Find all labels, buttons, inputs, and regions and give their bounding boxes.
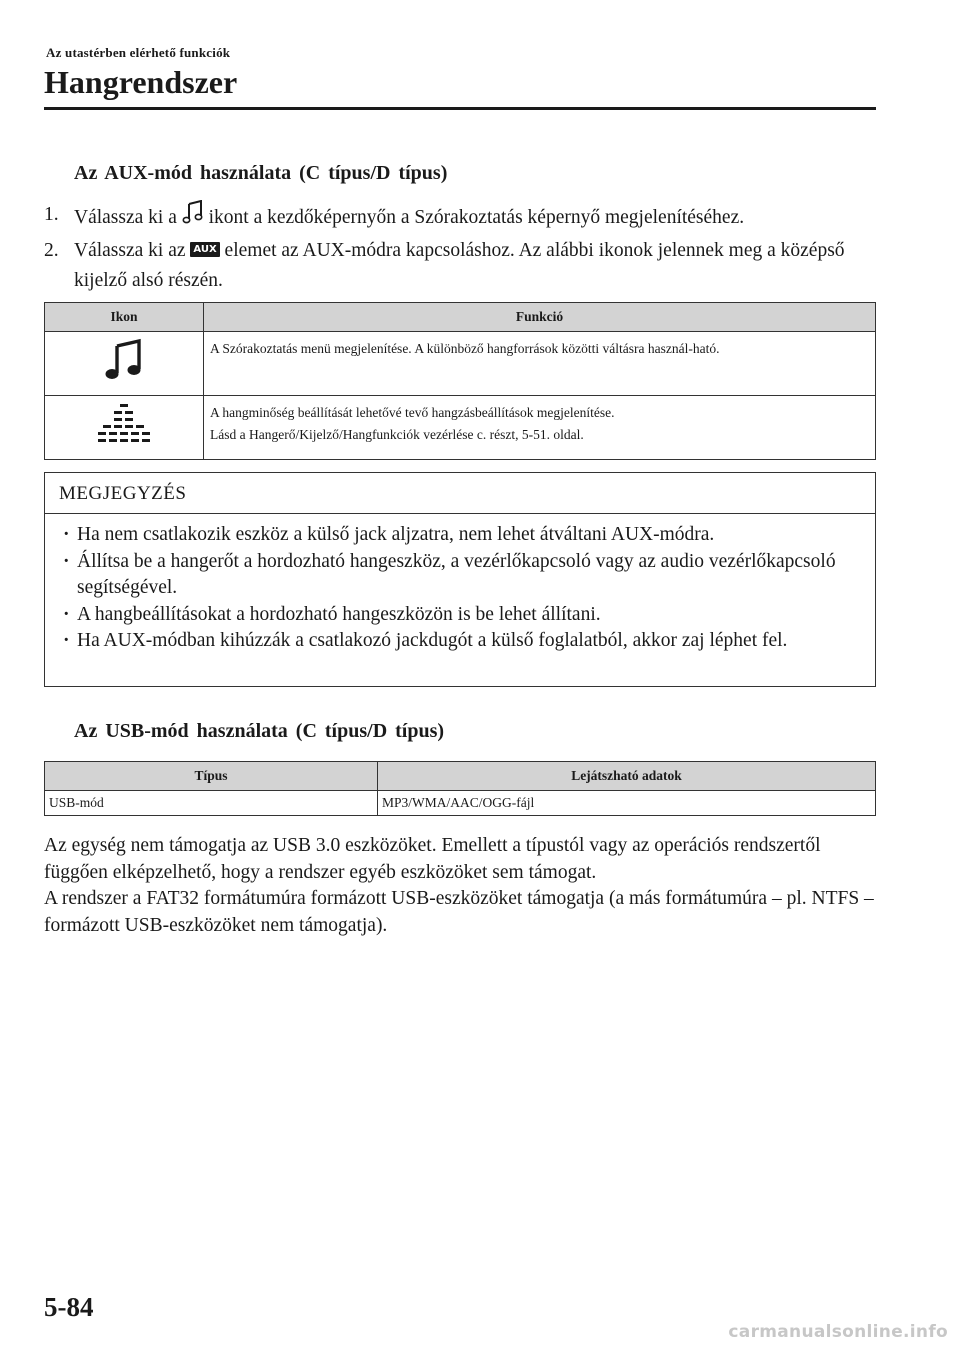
list-item: · Ha nem csatlakozik eszköz a külső jack aljzatra, nem lehet átváltani AUX-módra. [59,522,861,549]
note-title: MEGJEGYZÉS [59,483,187,504]
chapter-title: Hangrendszer [44,64,238,100]
column-header-type: Típus [45,762,378,791]
step-text-after: elemet az AUX-módra kapcsoláshoz. Az alábbi ikonok jelennek meg a középső kijelző alsó részén. [74,240,845,291]
table-row [45,791,876,816]
note-list [45,514,875,655]
list-item: · A hangbeállításokat a hordozható hangeszközön is be lehet állítani. [59,602,861,629]
usb-body-text [44,833,884,939]
table-header-row [45,762,876,791]
function-cell: A Szórakoztatás menü megjelenítése. A különböző hangforrások közötti váltásra használ-ható. [204,332,876,396]
watermark: carmanualsonline.info [728,1322,948,1342]
step-text-before: Válassza ki a [74,207,177,228]
section-label: Az utastérben elérhető funkciók [46,45,231,60]
step-number: 1. [44,204,59,225]
icon-cell [45,396,204,460]
paragraph: A rendszer a FAT32 formátumúra formázott USB-eszközöket támogatja (a más formátumúra – pl. NTFS – formázott USB-eszközöket nem támogatja). [44,888,874,936]
list-item: · Ha AUX-módban kihúzzák a csatlakozó jackdugót a külső foglalatból, akkor zaj léphet fel. [59,628,861,655]
column-header-function: Funkció [204,303,876,332]
function-line: Lásd a Hangerő/Kijelző/Hangfunkciók vezérlése c. részt, 5-51. oldal. [210,427,584,442]
note-box [44,472,876,687]
step-text-after: ikont a kezdőképernyőn a Szórakoztatás képernyő megjelenítéséhez. [208,207,745,228]
table-row [45,396,876,460]
music-note-icon [104,338,144,382]
step-text-before: Válassza ki az [74,240,186,261]
function-cell [204,396,876,460]
column-header-icon: Ikon [45,303,204,332]
column-header-data: Lejátszható adatok [378,762,876,791]
page-number: 5-84 [44,1292,94,1322]
function-line: A hangminőség beállítását lehetővé tevő hangzásbeállítások megjelenítése. [210,405,615,420]
table-cell: USB-mód [45,791,378,816]
table-row [45,332,876,396]
list-item: · Állítsa be a hangerőt a hordozható hangeszköz, a vezérlőkapcsoló vagy az audio vezérlőkapcsoló segítségével. [59,549,861,602]
table-header-row [45,303,876,332]
title-divider [44,107,876,110]
table-cell: MP3/WMA/AAC/OGG-fájl [378,791,876,816]
usb-section-heading: Az USB-mód használata (C típus/D típus) [74,720,445,742]
step-2 [44,236,884,296]
music-note-icon [182,200,204,236]
equalizer-icon [98,402,150,446]
paragraph: Az egység nem támogatja az USB 3.0 eszközöket. Emellett a típustól vagy az operációs rendszertől függően elképzelhető, hogy a rendszer egyéb eszközöket sem támogat. [44,835,821,883]
step-number: 2. [44,240,59,261]
step-1 [44,200,884,236]
aux-badge-icon: AUX [190,242,219,257]
icon-function-table [44,302,876,460]
aux-section-heading: Az AUX-mód használata (C típus/D típus) [74,162,448,184]
usb-format-table [44,761,876,816]
aux-steps [44,200,884,296]
icon-cell [45,332,204,396]
